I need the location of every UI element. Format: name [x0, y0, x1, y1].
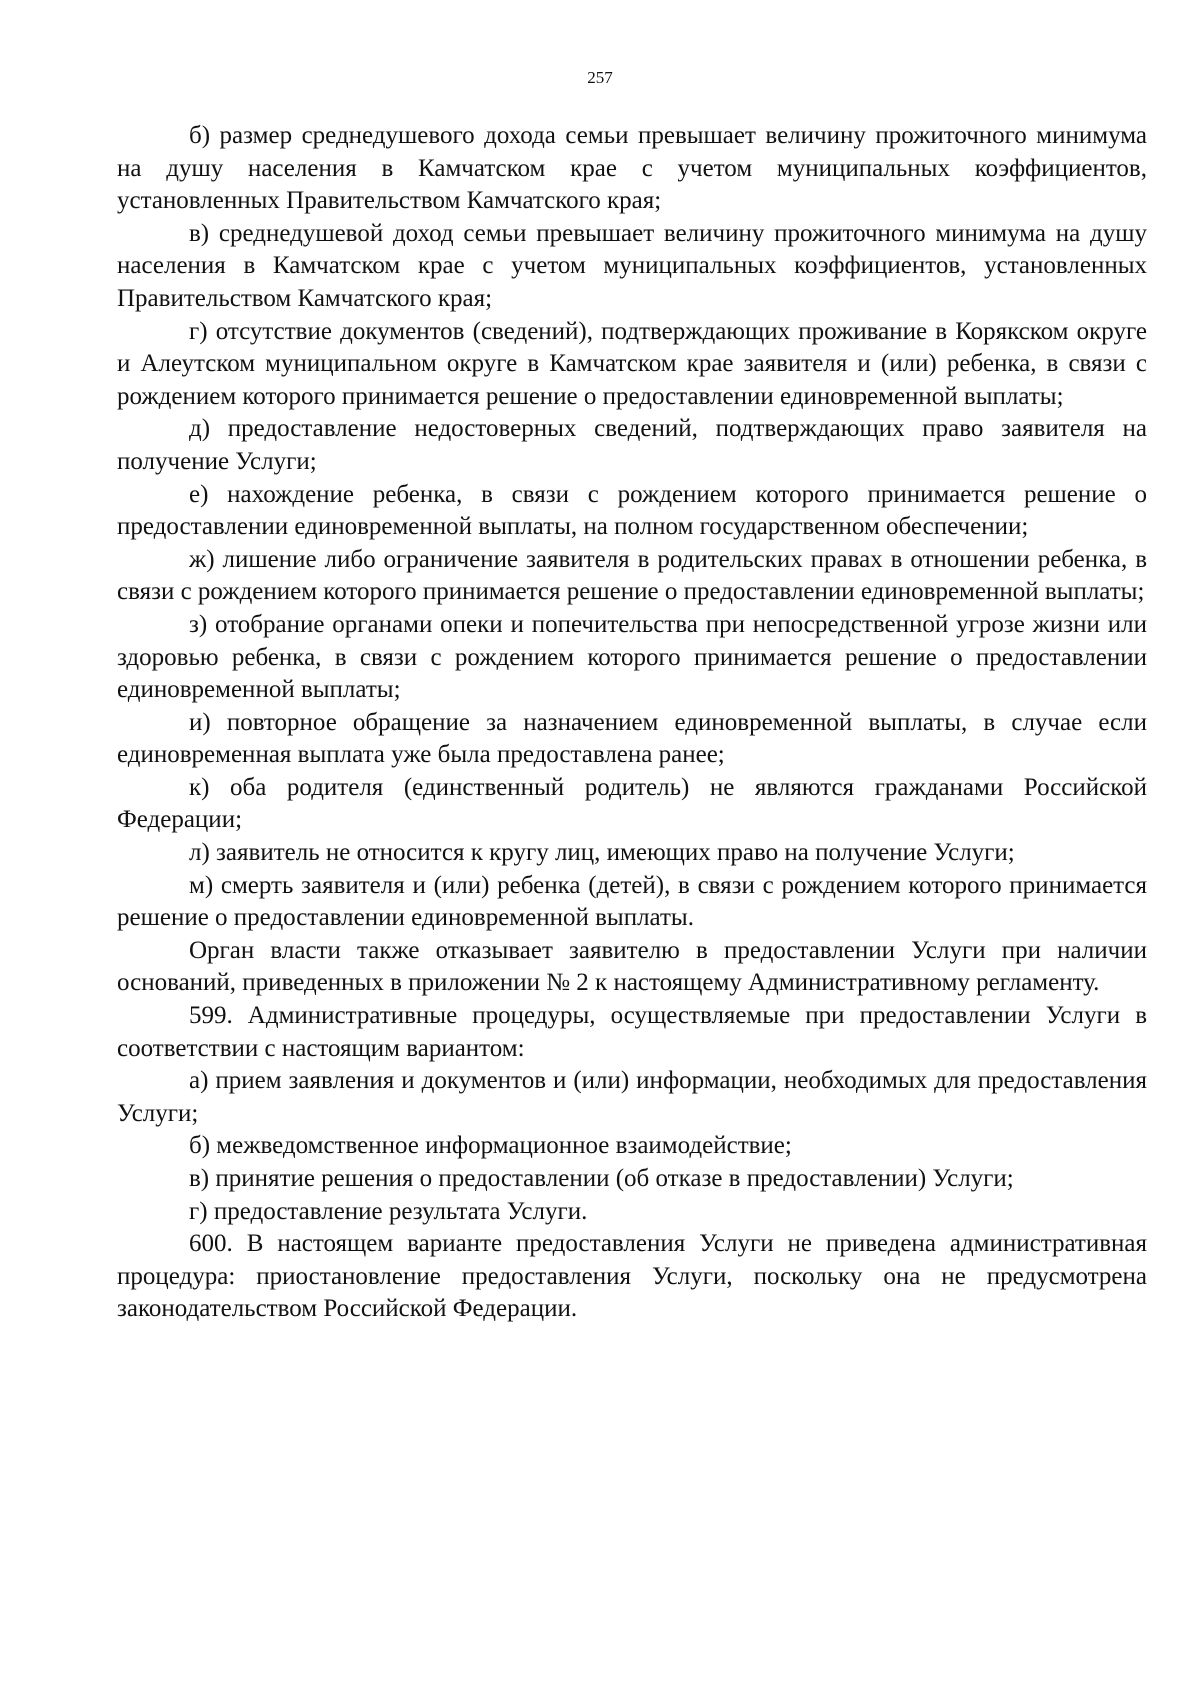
paragraph-v: в) среднедушевой доход семьи превышает величину прожиточного минимума на душу населения в Камчатском крае с учетом муниципальных коэффициентов, установленных Правительством Камчатского края;: [117, 219, 1147, 312]
paragraph-g: г) отсутствие документов (сведений), подтверждающих проживание в Корякском округе и Алеутском муниципальном округе в Камчатском крае заявителя и (или) ребенка, в связи с рождением которого принимается решение о предоставлении единовременной выплаты;: [117, 317, 1147, 410]
paragraph-l: л) заявитель не относится к кругу лиц, имеющих право на получение Услуги;: [189, 839, 1015, 867]
paragraph-d: д) предоставление недостоверных сведений, подтверждающих право заявителя на получение Услуги;: [117, 415, 1147, 475]
paragraph-599-b: б) межведомственное информационное взаимодействие;: [189, 1132, 792, 1160]
document-body: [117, 120, 1147, 1326]
paragraph-599: 599. Административные процедуры, осуществляемые при предоставлении Услуги в соответствии с настоящим вариантом:: [117, 1002, 1147, 1062]
paragraph-k: к) оба родителя (единственный родитель) не являются гражданами Российской Федерации;: [117, 773, 1147, 834]
paragraph-b: б) размер среднедушевого дохода семьи превышает величину прожиточного минимума на душу населения в Камчатском крае с учетом муниципальных коэффициентов, установленных Правительством Камчатского края;: [117, 122, 1147, 215]
paragraph-599-a: а) прием заявления и документов и (или) информации, необходимых для предоставления Услуги;: [117, 1067, 1147, 1127]
paragraph-600: 600. В настоящем варианте предоставления Услуги не приведена административная процедура: приостановление предоставления Услуги, поскольку она не предусмотрена законодательством Российской Федерации.: [117, 1230, 1147, 1323]
page-number: 257: [587, 68, 613, 87]
paragraph-599-v: в) принятие решения о предоставлении (об отказе в предоставлении) Услуги;: [189, 1165, 1014, 1192]
paragraph-zh: ж) лишение либо ограничение заявителя в родительских правах в отношении ребенка, в связи с рождением которого принимается решение о предоставлении единовременной выплаты;: [117, 545, 1147, 606]
paragraph-599-g: г) предоставление результата Услуги.: [189, 1197, 588, 1225]
paragraph-m: м) смерть заявителя и (или) ребенка (детей), в связи с рождением которого принимается решение о предоставлении единовременной выплаты.: [117, 871, 1147, 932]
paragraph-i: и) повторное обращение за назначением единовременной выплаты, в случае если единовременная выплата уже была предоставлена ранее;: [117, 708, 1147, 769]
paragraph-refusal-annex: Орган власти также отказывает заявителю в предоставлении Услуги при наличии оснований, приведенных в приложении № 2 к настоящему Административному регламенту.: [117, 936, 1147, 997]
paragraph-e: е) нахождение ребенка, в связи с рождением которого принимается решение о предоставлении единовременной выплаты, на полном государственном обеспечении;: [117, 480, 1147, 541]
paragraph-z: з) отобрание органами опеки и попечительства при непосредственной угрозе жизни или здоровью ребенка, в связи с рождением которого принимается решение о предоставлении единовременной выплаты;: [117, 610, 1147, 704]
